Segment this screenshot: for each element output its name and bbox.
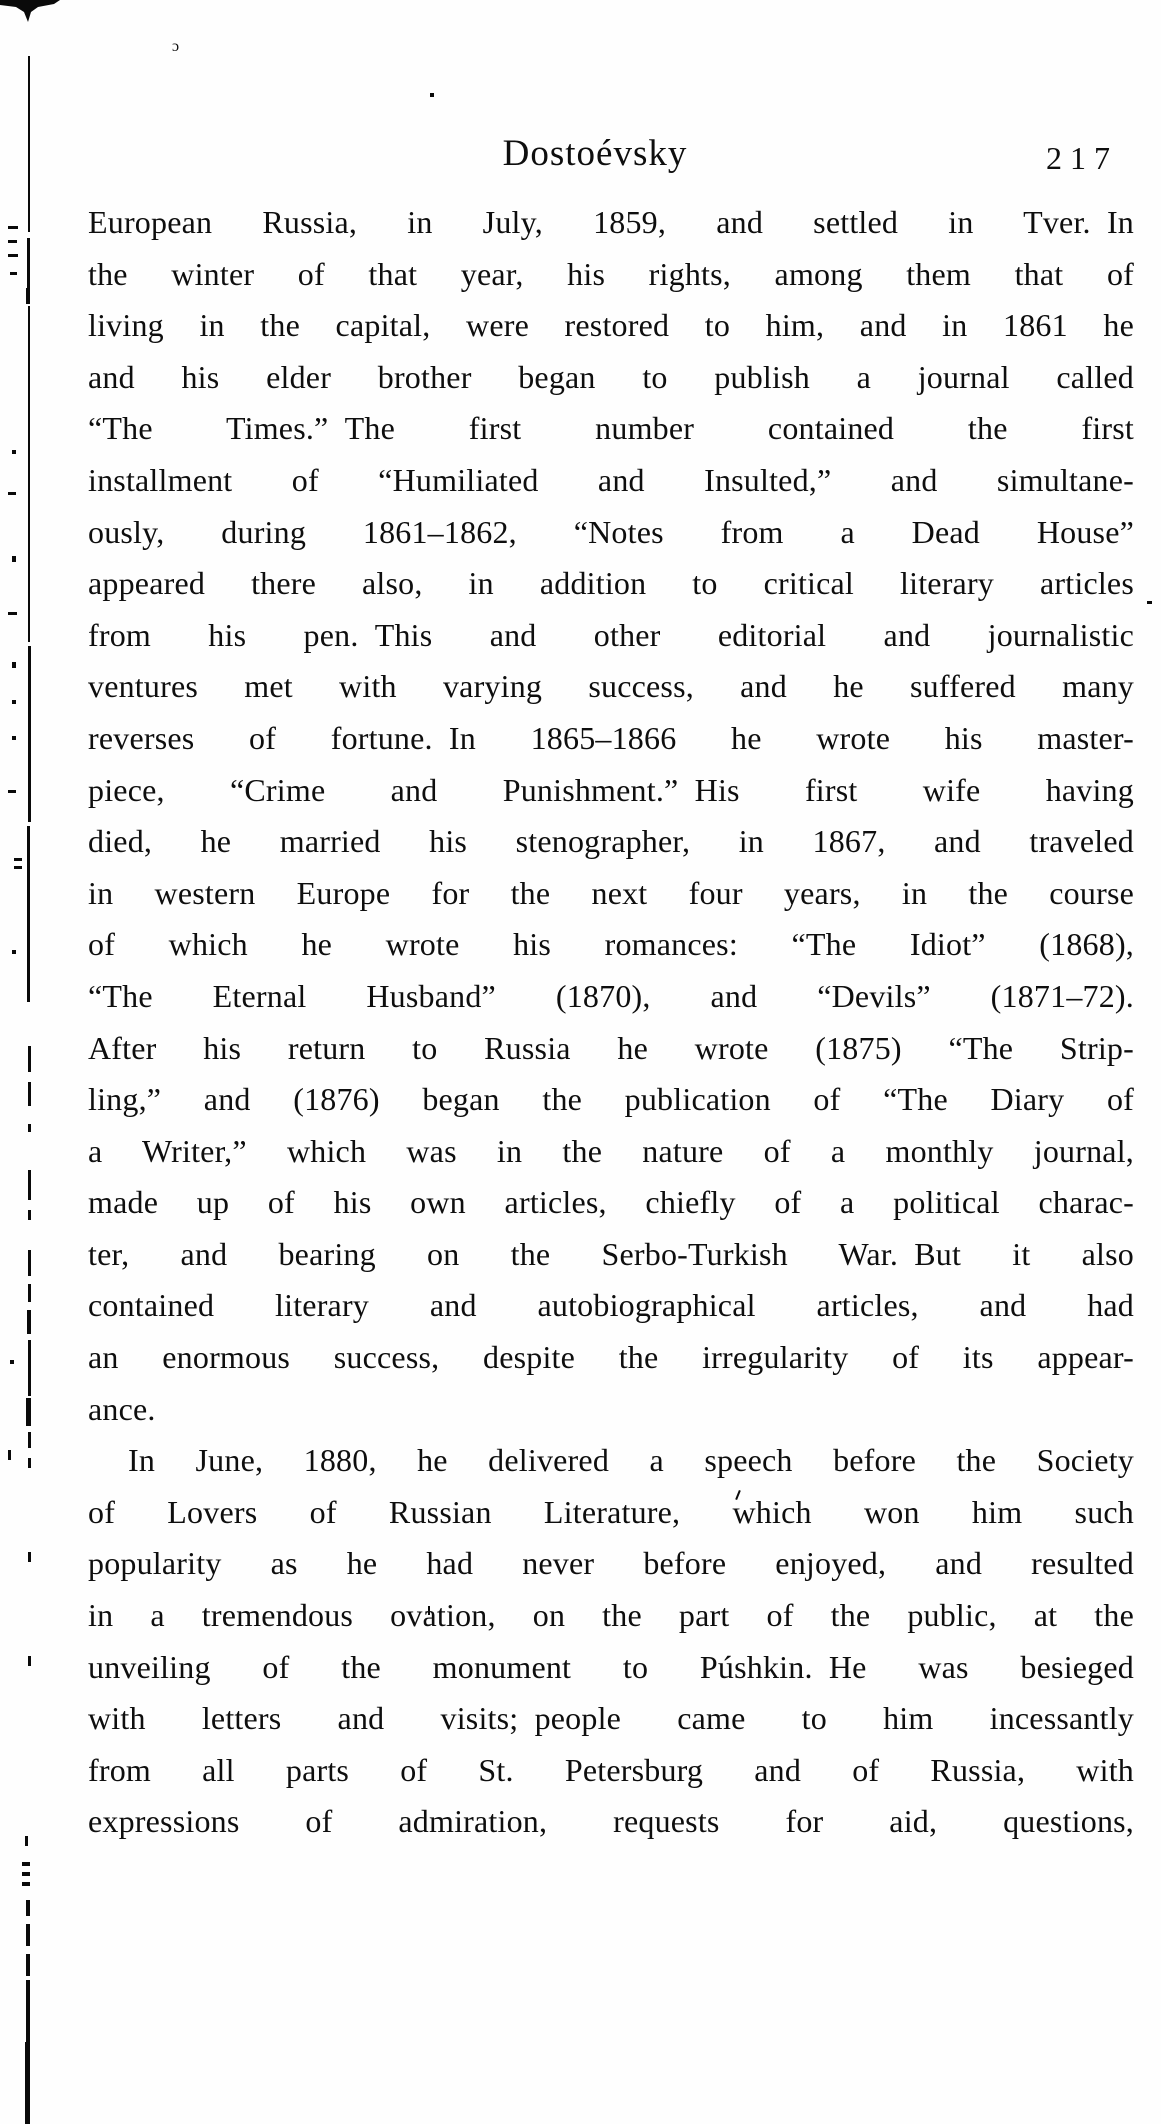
text-line: an enormous success, despite the irregularity of its appear- <box>88 1339 1134 1376</box>
scan-artifact-mark <box>26 1924 30 1946</box>
text-line: living in the capital, were restored to him, and in 1861 he <box>88 307 1134 344</box>
scan-artifact-mark <box>12 700 16 704</box>
scan-artifact-mark <box>28 1432 31 1448</box>
text-line: popularity as he had never before enjoyed, and resulted <box>88 1545 1134 1582</box>
scan-artifact-mark <box>8 240 17 243</box>
running-head <box>88 132 1134 192</box>
scan-artifact-mark <box>12 556 16 562</box>
text-line: appeared there also, in addition to critical literary articles <box>88 565 1134 602</box>
scan-artifact-speck: ɔ <box>172 38 180 55</box>
text-line: “The Eternal Husband” (1870), and “Devils” (1871–72). <box>88 977 1134 1014</box>
text-line: died, he married his stenographer, in 1867, and traveled <box>88 823 1134 860</box>
text-line: After his return to Russia he wrote (1875) “The Strip- <box>88 1029 1134 1066</box>
text-line: with letters and visits; people came to him incessantly <box>88 1700 1134 1737</box>
text-line: “The Times.” The first number contained the first <box>88 410 1134 447</box>
scan-artifact-mark <box>8 492 16 495</box>
scan-artifact-mark <box>28 56 30 232</box>
scan-artifact-mark <box>8 226 18 229</box>
text-line: installment of “Humiliated and Insulted,” and simultane- <box>88 461 1134 498</box>
scan-artifact-mark <box>8 790 16 793</box>
text-line: of Lovers of Russian Literature, which won him such <box>88 1493 1134 1530</box>
scan-artifact-mark <box>28 1284 31 1302</box>
text-line: ventures met with varying success, and he suffered many <box>88 668 1134 705</box>
text-line: expressions of admiration, requests for aid, questions, <box>88 1803 1134 1840</box>
scan-artifact-mark <box>14 858 22 861</box>
text-line: reverses of fortune. In 1865–1866 he wrote his master- <box>88 719 1134 756</box>
text-line: ling,” and (1876) began the publication of “The Diary of <box>88 1081 1134 1118</box>
text-line: European Russia, in July, 1859, and settled in Tver. In <box>88 204 1134 240</box>
scan-artifact-mark <box>26 1398 31 1426</box>
scan-artifact-mark <box>8 612 17 615</box>
text-line: of which he wrote his romances: “The Idiot” (1868), <box>88 926 1134 963</box>
text-line: ter, and bearing on the Serbo-Turkish War. But it also <box>88 1235 1134 1272</box>
text-block <box>88 197 1134 1848</box>
scan-artifact-mark <box>28 1552 31 1562</box>
scan-artifact-mark <box>28 1124 31 1132</box>
scan-artifact-mark <box>26 288 30 304</box>
scan-artifact-mark <box>28 1250 31 1276</box>
scan-artifact-mark <box>28 306 30 642</box>
scan-artifact-mark <box>10 272 17 275</box>
text-line: ously, during 1861–1862, “Notes from a Dead House” <box>88 513 1134 550</box>
text-line: contained literary and autobiographical articles, and had <box>88 1287 1134 1324</box>
scan-artifact-mark <box>14 866 22 869</box>
scan-artifact-mark <box>10 1360 14 1364</box>
scan-artifact-mark <box>22 1882 30 1886</box>
text-line: ance. <box>88 1390 156 1427</box>
text-line: In June, 1880, he delivered a speech before the Society <box>128 1442 1134 1479</box>
scan-artifact-mark <box>8 1450 11 1460</box>
scan-artifact-mark <box>28 1340 31 1396</box>
text-line: made up of his own articles, chiefly of a political charac- <box>88 1184 1134 1221</box>
text-line: a Writer,” which was in the nature of a monthly journal, <box>88 1132 1134 1169</box>
scan-artifact-mark <box>25 1836 28 1846</box>
scan-artifact-mark <box>12 450 16 454</box>
scan-artifact-blob <box>0 0 70 24</box>
scan-artifact-mark <box>25 2042 30 2124</box>
text-line: piece, “Crime and Punishment.” His first wife having <box>88 771 1134 808</box>
text-line: unveiling of the monument to Púshkin. He was besieged <box>88 1648 1134 1685</box>
scan-artifact-mark <box>28 646 31 822</box>
scan-artifact-mark <box>12 736 16 740</box>
paragraph <box>88 1435 1134 1848</box>
text-line: the winter of that year, his rights, among them that of <box>88 255 1134 292</box>
scan-artifact-mark <box>28 1210 31 1220</box>
text-line: from his pen. This and other editorial and journalistic <box>88 616 1134 653</box>
scan-artifact-mark <box>12 662 16 668</box>
text-line: from all parts of St. Petersburg and of Russia, with <box>88 1751 1134 1788</box>
scan-artifact-mark <box>22 1872 30 1876</box>
scan-artifact-speck <box>1147 601 1152 604</box>
paragraph <box>88 197 1134 1435</box>
scan-artifact-mark <box>22 1862 30 1866</box>
scan-artifact-mark <box>26 1980 30 2042</box>
scan-artifact-mark <box>8 254 18 257</box>
page-title: Dostoévsky <box>502 133 688 174</box>
scan-artifact-mark <box>28 1082 31 1106</box>
scan-artifact-mark <box>28 1046 31 1072</box>
scan-artifact-mark <box>12 950 16 954</box>
scan-artifact-mark <box>27 826 30 1002</box>
scan-artifact-mark <box>26 1900 30 1916</box>
scan-artifact-mark <box>28 1458 31 1468</box>
text-line: in a tremendous ovation, on the part of the public, at the <box>88 1597 1134 1634</box>
text-line: and his elder brother began to publish a journal called <box>88 358 1134 395</box>
scan-artifact-mark <box>27 1310 31 1334</box>
scan-artifact-mark <box>26 1954 30 1976</box>
scan-artifact-speck <box>430 93 434 97</box>
scan-artifact-mark <box>28 1656 31 1666</box>
page-number: 217 <box>1046 140 1118 176</box>
text-line: in western Europe for the next four years, in the course <box>88 874 1134 911</box>
scan-artifact-mark <box>28 1170 31 1200</box>
